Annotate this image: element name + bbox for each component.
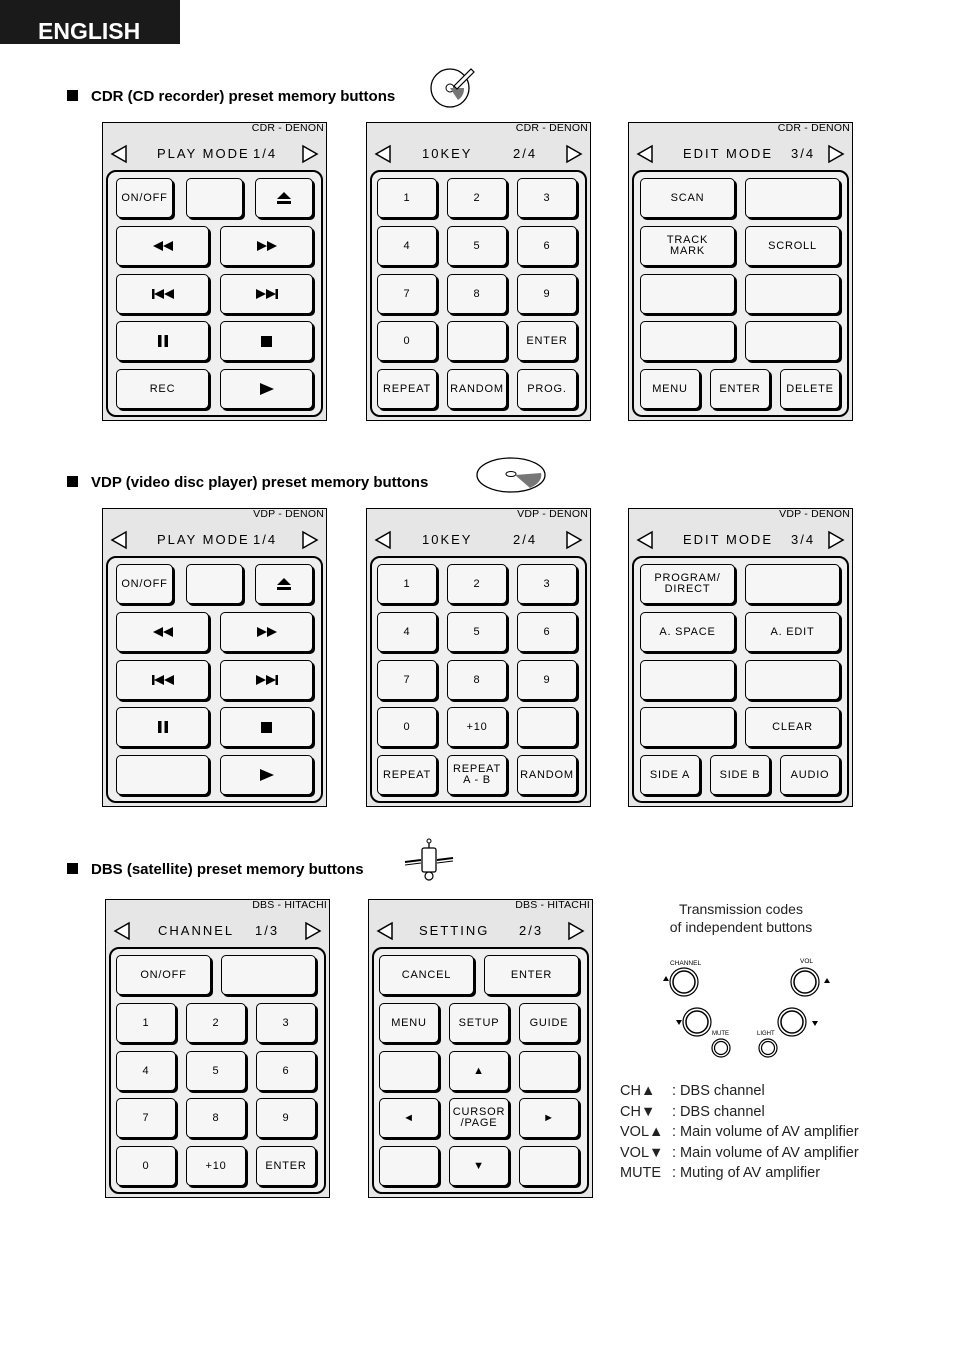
rewind-icon xyxy=(153,241,173,251)
fast-forward-button[interactable] xyxy=(220,226,313,266)
key-symbol-button[interactable]: ◄ xyxy=(379,1098,439,1138)
key-menu-button[interactable]: MENU xyxy=(379,1003,439,1043)
side-a-button[interactable]: SIDE A xyxy=(640,755,700,795)
up-triangle-icon xyxy=(824,978,830,983)
cancel-button[interactable]: CANCEL xyxy=(379,955,474,995)
key-2-button[interactable]: 2 xyxy=(447,564,507,604)
legend-key: CH▼ xyxy=(620,1103,656,1120)
key-10-button[interactable]: +10 xyxy=(447,707,507,747)
scroll-button[interactable]: SCROLL xyxy=(745,226,840,266)
key-blank-button[interactable] xyxy=(447,321,507,361)
down-triangle-icon xyxy=(812,1021,818,1026)
dbs-channel-panel xyxy=(105,899,330,1198)
legend-desc: : Main volume of AV amplifier xyxy=(672,1144,859,1161)
panel-title xyxy=(419,923,544,939)
rec-button[interactable]: REC xyxy=(116,369,209,409)
panel-page: 2/4 xyxy=(513,532,538,547)
panel-brand: CDR - DENON xyxy=(777,122,850,134)
key-6-button[interactable]: 6 xyxy=(256,1051,316,1091)
key-5-button[interactable]: 5 xyxy=(447,612,507,652)
key-7-button[interactable]: 7 xyxy=(377,274,437,314)
panel-title xyxy=(683,146,816,162)
panel-title xyxy=(158,923,280,939)
blank-button[interactable] xyxy=(186,178,243,218)
dbs-setting-panel xyxy=(368,899,593,1198)
on-off-button[interactable]: ON/OFF xyxy=(116,955,211,995)
panel-mode: EDIT MODE xyxy=(683,146,773,161)
skip-forward-button[interactable] xyxy=(220,660,313,700)
legend-row xyxy=(620,1163,859,1184)
panel-page: 3/4 xyxy=(791,532,816,547)
key-8-button[interactable]: 8 xyxy=(447,274,507,314)
page-prev-arrow-icon[interactable] xyxy=(112,921,132,941)
page-next-arrow-icon[interactable] xyxy=(826,144,846,164)
mute-label: MUTE xyxy=(712,1031,729,1037)
channel-down-button[interactable] xyxy=(683,1008,711,1036)
legend-desc: : Main volume of AV amplifier xyxy=(672,1124,859,1140)
section-title-vdp xyxy=(67,474,428,492)
clear-button[interactable]: CLEAR xyxy=(745,707,840,747)
key-2-button[interactable]: 2 xyxy=(447,178,507,218)
blank-button[interactable] xyxy=(745,660,840,700)
key-setup-button[interactable]: SETUP xyxy=(449,1003,509,1043)
panel-mode: PLAY MODE xyxy=(157,532,250,547)
pause-button[interactable] xyxy=(116,707,209,747)
vol-up-button[interactable] xyxy=(791,968,819,996)
key-8-button[interactable]: 8 xyxy=(186,1098,246,1138)
key-0-button[interactable]: 0 xyxy=(377,707,437,747)
key-1-button[interactable]: 1 xyxy=(377,564,437,604)
transmission-codes-diagram xyxy=(650,950,840,1065)
panel-brand: DBS - HITACHI xyxy=(252,899,327,911)
legend-key: VOL▲ xyxy=(620,1124,664,1140)
panel-title xyxy=(422,532,538,548)
pause-icon xyxy=(157,721,169,733)
stop-button[interactable] xyxy=(220,321,313,361)
key-9-button[interactable]: 9 xyxy=(517,660,577,700)
legend-list xyxy=(620,1081,859,1184)
skip-forward-button[interactable] xyxy=(220,274,313,314)
key-guide-button[interactable]: GUIDE xyxy=(519,1003,579,1043)
key-5-button[interactable]: 5 xyxy=(186,1051,246,1091)
key-4-button[interactable]: 4 xyxy=(377,226,437,266)
page-prev-arrow-icon[interactable] xyxy=(109,144,129,164)
cdr-play-mode-panel xyxy=(102,122,327,421)
page-prev-arrow-icon[interactable] xyxy=(375,921,395,941)
page-next-arrow-icon[interactable] xyxy=(566,921,586,941)
page-next-arrow-icon[interactable] xyxy=(564,530,584,550)
panel-mode: PLAY MODE xyxy=(157,146,250,161)
panel-page: 1/3 xyxy=(255,923,280,938)
fast-forward-icon xyxy=(257,241,277,251)
panel-brand: CDR - DENON xyxy=(251,122,324,134)
key-10-button[interactable]: +10 xyxy=(186,1146,246,1186)
video-disc-icon xyxy=(475,455,547,495)
key-7-button[interactable]: 7 xyxy=(116,1098,176,1138)
vdp-edit-mode-panel xyxy=(628,508,853,807)
panel-mode: CHANNEL xyxy=(158,923,235,938)
a-space-button[interactable]: A. SPACE xyxy=(640,612,735,652)
key-blank-button[interactable] xyxy=(379,1051,439,1091)
key-symbol-button[interactable]: ▼ xyxy=(449,1146,509,1186)
key-enter-button[interactable]: ENTER xyxy=(517,321,577,361)
key-blank-button[interactable] xyxy=(517,707,577,747)
eject-icon xyxy=(276,191,292,205)
legend-desc: : DBS channel xyxy=(672,1103,765,1120)
panel-mode: 10KEY xyxy=(422,532,473,547)
panel-title xyxy=(422,146,538,162)
legend-desc: : DBS channel xyxy=(672,1083,765,1099)
up-triangle-icon xyxy=(663,976,669,981)
page-next-arrow-icon[interactable] xyxy=(826,530,846,550)
blank-button[interactable] xyxy=(116,755,209,795)
vdp-play-mode-panel xyxy=(102,508,327,807)
rewind-icon xyxy=(153,627,173,637)
track-mark-button[interactable]: TRACK MARK xyxy=(640,226,735,266)
play-icon xyxy=(260,383,274,395)
eject-icon xyxy=(276,577,292,591)
page-next-arrow-icon[interactable] xyxy=(300,530,320,550)
stop-icon xyxy=(261,722,272,733)
menu-button[interactable]: MENU xyxy=(640,369,700,409)
section-title-cdr xyxy=(67,88,395,106)
key-4-button[interactable]: 4 xyxy=(377,612,437,652)
key-cursor-page-button[interactable]: CURSOR /PAGE xyxy=(449,1098,509,1138)
audio-button[interactable]: AUDIO xyxy=(780,755,840,795)
key-1-button[interactable]: 1 xyxy=(377,178,437,218)
key-repeat-button[interactable]: REPEAT xyxy=(377,369,437,409)
eject-button[interactable] xyxy=(255,178,313,218)
key-repeat-button[interactable]: REPEAT xyxy=(377,755,437,795)
key-prog-button[interactable]: PROG. xyxy=(517,369,577,409)
skip-back-icon xyxy=(152,289,174,299)
blank-button[interactable] xyxy=(745,564,840,604)
page-next-arrow-icon[interactable] xyxy=(564,144,584,164)
page-prev-arrow-icon[interactable] xyxy=(635,530,655,550)
panel-page: 1/4 xyxy=(253,532,278,547)
key-enter-button[interactable]: ENTER xyxy=(256,1146,316,1186)
key-symbol-button[interactable]: ▲ xyxy=(449,1051,509,1091)
panel-brand: VDP - DENON xyxy=(253,508,324,520)
key-1-button[interactable]: 1 xyxy=(116,1003,176,1043)
key-5-button[interactable]: 5 xyxy=(447,226,507,266)
blank-button[interactable] xyxy=(640,274,735,314)
vol-down-button[interactable] xyxy=(778,1008,806,1036)
blank-button[interactable] xyxy=(186,564,243,604)
key-0-button[interactable]: 0 xyxy=(377,321,437,361)
rewind-button[interactable] xyxy=(116,226,209,266)
legend-row xyxy=(620,1102,859,1123)
key-6-button[interactable]: 6 xyxy=(517,226,577,266)
blank-button[interactable] xyxy=(640,660,735,700)
key-0-button[interactable]: 0 xyxy=(116,1146,176,1186)
panel-mode: EDIT MODE xyxy=(683,532,773,547)
delete-button[interactable]: DELETE xyxy=(780,369,840,409)
legend-key: MUTE xyxy=(620,1165,662,1181)
legend-row xyxy=(620,1081,859,1102)
panel-page: 3/4 xyxy=(791,146,816,161)
page-prev-arrow-icon[interactable] xyxy=(373,144,393,164)
skip-back-button[interactable] xyxy=(116,274,209,314)
section-title-text: VDP (video disc player) preset memory buttons xyxy=(91,474,429,491)
panel-mode: 10KEY xyxy=(422,146,473,161)
bullet-square xyxy=(67,863,78,874)
stop-button[interactable] xyxy=(220,707,313,747)
panel-page: 2/4 xyxy=(513,146,538,161)
eject-button[interactable] xyxy=(255,564,313,604)
bullet-square xyxy=(67,90,78,101)
blank-button[interactable] xyxy=(640,321,735,361)
key-6-button[interactable]: 6 xyxy=(517,612,577,652)
cd-recorder-icon xyxy=(428,66,476,110)
page-prev-arrow-icon[interactable] xyxy=(635,144,655,164)
stop-icon xyxy=(261,336,272,347)
cdr-edit-mode-panel xyxy=(628,122,853,421)
blank-button[interactable] xyxy=(745,178,840,218)
fast-forward-icon xyxy=(257,627,277,637)
panel-brand: VDP - DENON xyxy=(517,508,588,520)
panel-brand: CDR - DENON xyxy=(515,122,588,134)
blank-button[interactable] xyxy=(640,707,735,747)
legend-caption: Transmission codes of independent buttons xyxy=(669,901,813,935)
key-8-button[interactable]: 8 xyxy=(447,660,507,700)
skip-back-icon xyxy=(152,675,174,685)
key-repeat-a-b-button[interactable]: REPEAT A - B xyxy=(447,755,507,795)
blank-button[interactable] xyxy=(221,955,316,995)
key-2-button[interactable]: 2 xyxy=(186,1003,246,1043)
cdr-10key-panel xyxy=(366,122,591,421)
panel-title xyxy=(683,532,816,548)
section-title-text: DBS (satellite) preset memory buttons xyxy=(91,861,364,878)
bullet-square xyxy=(67,476,78,487)
legend-key: CH▲ xyxy=(620,1083,656,1099)
skip-forward-icon xyxy=(256,289,278,299)
play-button[interactable] xyxy=(220,369,313,409)
key-symbol-button[interactable]: ► xyxy=(519,1098,579,1138)
language-tab: ENGLISH xyxy=(0,0,180,44)
key-4-button[interactable]: 4 xyxy=(116,1051,176,1091)
key-random-button[interactable]: RANDOM xyxy=(517,755,577,795)
panel-page: 2/3 xyxy=(519,923,544,938)
section-title-dbs xyxy=(67,861,364,879)
a-edit-button[interactable]: A. EDIT xyxy=(745,612,840,652)
legend-desc: : Muting of AV amplifier xyxy=(672,1165,821,1181)
key-random-button[interactable]: RANDOM xyxy=(447,369,507,409)
down-triangle-icon xyxy=(676,1020,682,1025)
section-title-text: CDR (CD recorder) preset memory buttons xyxy=(91,88,396,105)
legend-row xyxy=(620,1122,859,1143)
key-blank-button[interactable] xyxy=(519,1146,579,1186)
play-icon xyxy=(260,769,274,781)
legend-row xyxy=(620,1143,859,1164)
skip-back-button[interactable] xyxy=(116,660,209,700)
enter-button[interactable]: ENTER xyxy=(484,955,579,995)
key-3-button[interactable]: 3 xyxy=(517,564,577,604)
light-label: LIGHT xyxy=(757,1031,775,1037)
vdp-10key-panel xyxy=(366,508,591,807)
key-3-button[interactable]: 3 xyxy=(256,1003,316,1043)
page-prev-arrow-icon[interactable] xyxy=(109,530,129,550)
key-7-button[interactable]: 7 xyxy=(377,660,437,700)
panel-page: 1/4 xyxy=(253,146,278,161)
enter-button[interactable]: ENTER xyxy=(710,369,770,409)
panel-title xyxy=(157,532,278,548)
page-next-arrow-icon[interactable] xyxy=(300,144,320,164)
fast-forward-button[interactable] xyxy=(220,612,313,652)
pause-icon xyxy=(157,335,169,347)
channel-up-button[interactable] xyxy=(670,968,698,996)
on-off-button[interactable]: ON/OFF xyxy=(116,178,173,218)
play-button[interactable] xyxy=(220,755,313,795)
panel-brand: VDP - DENON xyxy=(779,508,850,520)
blank-button[interactable] xyxy=(745,321,840,361)
key-blank-button[interactable] xyxy=(519,1051,579,1091)
panel-title xyxy=(157,146,278,162)
panel-mode: SETTING xyxy=(419,923,490,938)
program-direct-button[interactable]: PROGRAM/ DIRECT xyxy=(640,564,735,604)
on-off-button[interactable]: ON/OFF xyxy=(116,564,173,604)
key-blank-button[interactable] xyxy=(379,1146,439,1186)
page-prev-arrow-icon[interactable] xyxy=(373,530,393,550)
key-3-button[interactable]: 3 xyxy=(517,178,577,218)
vol-label: VOL xyxy=(800,958,814,965)
page-next-arrow-icon[interactable] xyxy=(303,921,323,941)
pause-button[interactable] xyxy=(116,321,209,361)
rewind-button[interactable] xyxy=(116,612,209,652)
legend-key: VOL▼ xyxy=(620,1144,664,1161)
channel-label: CHANNEL xyxy=(670,960,702,967)
blank-button[interactable] xyxy=(745,274,840,314)
skip-forward-icon xyxy=(256,675,278,685)
side-b-button[interactable]: SIDE B xyxy=(710,755,770,795)
scan-button[interactable]: SCAN xyxy=(640,178,735,218)
panel-brand: DBS - HITACHI xyxy=(515,899,590,911)
key-9-button[interactable]: 9 xyxy=(517,274,577,314)
key-9-button[interactable]: 9 xyxy=(256,1098,316,1138)
satellite-dish-icon xyxy=(403,838,455,882)
